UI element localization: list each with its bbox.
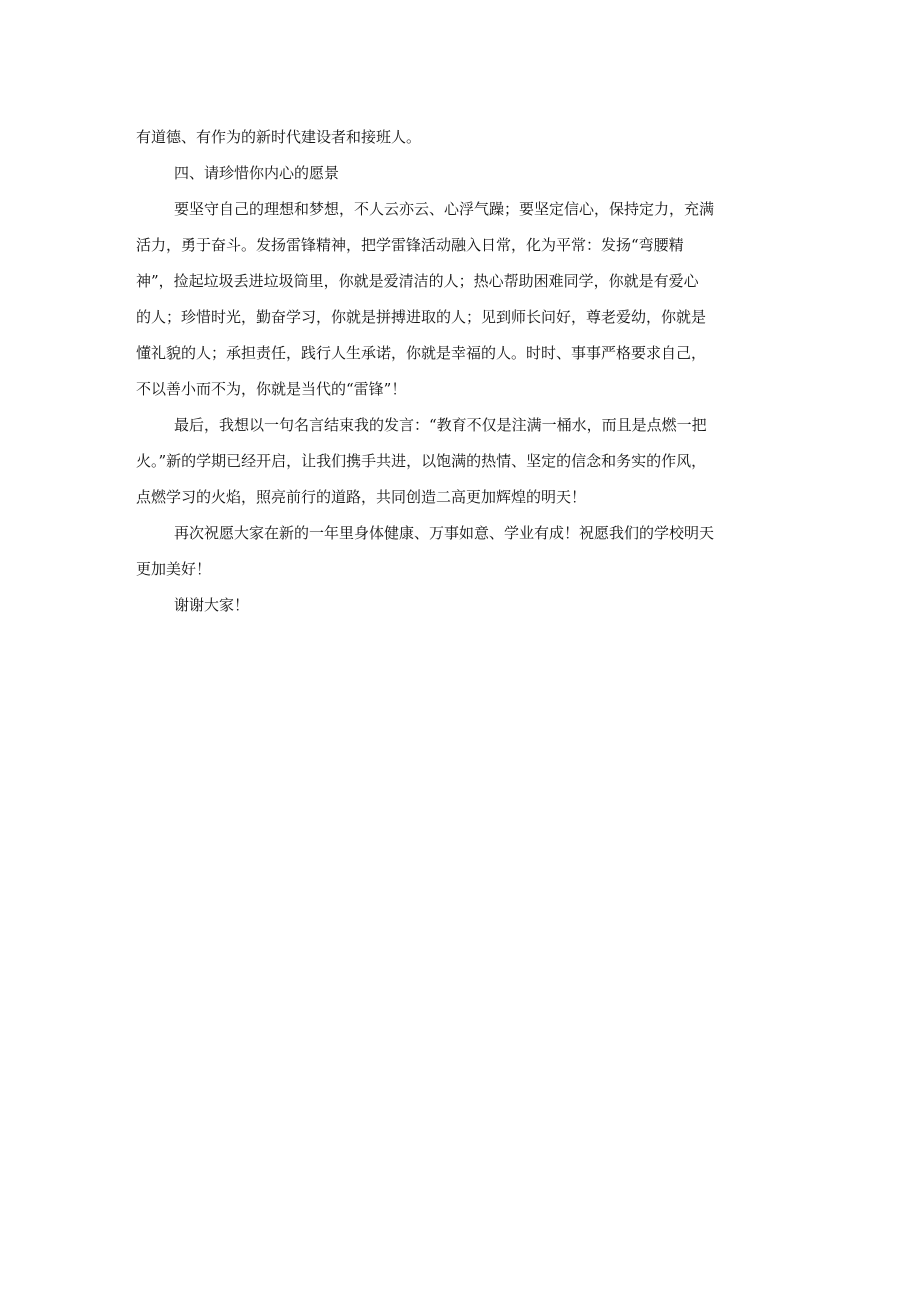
text-line: 不以善小而不为，你就是当代的“雷锋”！ bbox=[136, 380, 407, 398]
text-line: 最后，我想以一句名言结束我的发言：“教育不仅是注满一桶水，而且是点燃一把 bbox=[174, 416, 707, 434]
text-line: 神”，捡起垃圾丢进垃圾筒里，你就是爱清洁的人；热心帮助困难同学，你就是有爱心 bbox=[136, 272, 699, 290]
text-line: 的人；珍惜时光，勤奋学习，你就是拼搏进取的人；见到师长问好，尊老爱幼，你就是 bbox=[136, 308, 707, 326]
text-line: 更加美好！ bbox=[136, 560, 212, 578]
document-body bbox=[136, 119, 792, 623]
text-line: 要坚守自己的理想和梦想，不人云亦云、心浮气躁；要坚定信心，保持定力，充满 bbox=[174, 200, 715, 218]
text-line: 火。”新的学期已经开启，让我们携手共进，以饱满的热情、坚定的信念和务实的作风， bbox=[136, 452, 707, 470]
text-line: 有道德、有作为的新时代建设者和接班人。 bbox=[136, 128, 422, 146]
text-line: 懂礼貌的人；承担责任，践行人生承诺，你就是幸福的人。时时、事事严格要求自己， bbox=[136, 344, 707, 362]
text-line: 活力，勇于奋斗。发扬雷锋精神，把学雷锋活动融入日常，化为平常：发扬“弯腰精 bbox=[136, 236, 684, 254]
text-line: 再次祝愿大家在新的一年里身体健康、万事如意、学业有成！祝愿我们的学校明天 bbox=[174, 524, 715, 542]
closing-line: 谢谢大家！ bbox=[174, 596, 250, 614]
section-heading: 四、请珍惜你内心的愿景 bbox=[174, 164, 340, 182]
text-line: 点燃学习的火焰，照亮前行的道路，共同创造二高更加辉煌的明天！ bbox=[136, 488, 587, 506]
